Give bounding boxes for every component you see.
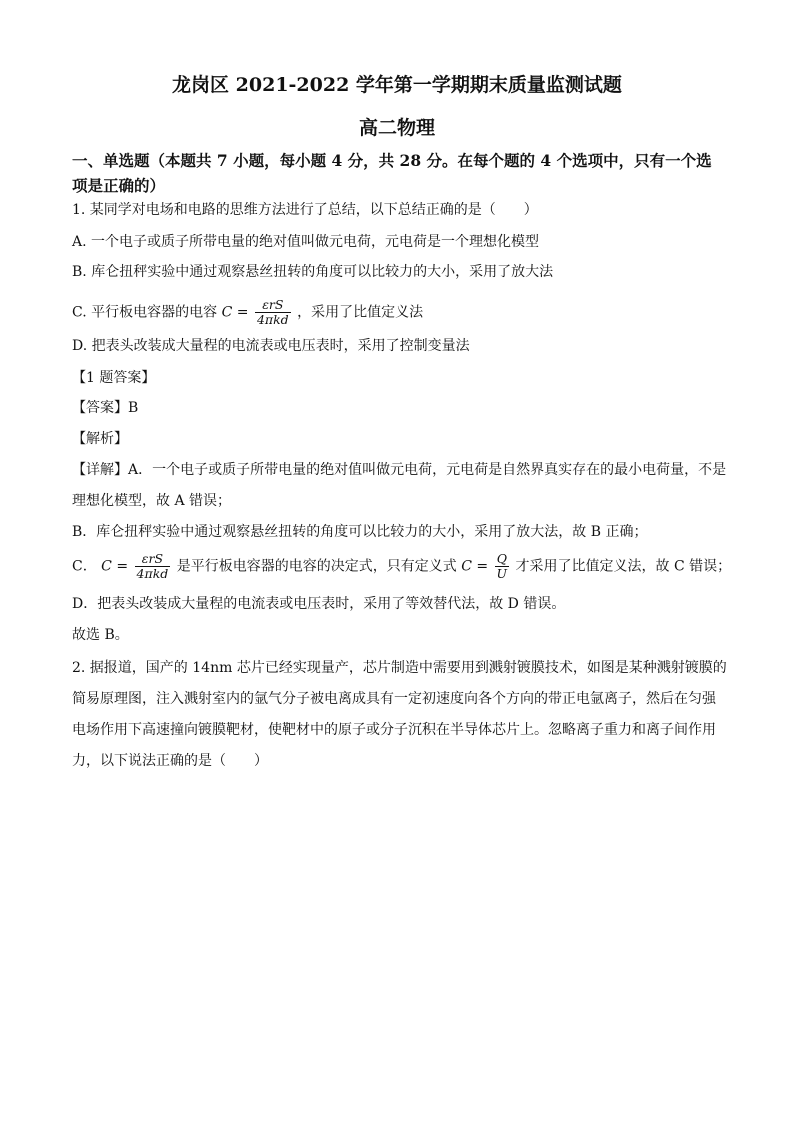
detail4-fraction (135, 552, 171, 581)
section-line-2: 项是正确的） (72, 176, 166, 195)
q1-answer-block-tag: 【1 题答案】 (72, 370, 156, 386)
detail4-fraction-2 (495, 552, 510, 581)
fraction-numerator: εrS (255, 298, 291, 313)
q1-option-c-prefix: C. 平行板电容器的电容 (72, 304, 218, 321)
fraction-numerator: Q (495, 552, 510, 567)
detail4-prefix: C． (72, 558, 97, 575)
fraction-denominator: 4πkd (136, 566, 169, 581)
detail4-middle: 是平行板电容器的电容的决定式，只有定义式 (176, 558, 457, 575)
subject-title: 高二物理 (358, 117, 435, 139)
section-line-1: 一、单选题（本题共 7 小题，每小题 4 分，共 28 分。在每个题的 4 个选项中，只有一个选 (72, 151, 712, 170)
q1-option-c-eq: C = (221, 304, 249, 321)
detail4-eq2: C = (461, 558, 489, 575)
section-heading (72, 148, 732, 198)
fraction-numerator: εrS (135, 552, 171, 567)
q1-option-c-suffix: ，采用了比值定义法 (297, 304, 424, 321)
q1-option-c (72, 298, 423, 327)
fraction-denominator: U (496, 566, 508, 581)
q1-option-d: D. 把表头改装成大量程的电流表或电压表时，采用了控制变量法 (72, 338, 470, 354)
q2-line-1: 2. 据报道，国产的 14nm 芯片已经实现量产，芯片制造中需要用到溅射镀膜技术，如图是某种溅射镀膜的 (72, 660, 727, 676)
q1-stem: 1. 某同学对电场和电路的思维方法进行了总结，以下总结正确的是（ ） (72, 202, 538, 218)
q1-option-b: B. 库仑扭秤实验中通过观察悬丝扭转的角度可以比较力的大小，采用了放大法 (72, 264, 554, 280)
q2-line-4: 力，以下说法正确的是（ ） (72, 753, 268, 769)
q1-detail-line-4 (72, 552, 731, 581)
q1-analysis-tag: 【解析】 (72, 431, 128, 447)
q1-detail-line-2: 理想化模型，故 A 错误； (72, 493, 232, 509)
q1-detail-line-5: D．把表头改装成大量程的电流表或电压表时，采用了等效替代法，故 D 错误。 (72, 596, 566, 612)
q1-option-c-fraction (255, 298, 291, 327)
q2-line-2: 简易原理图，注入溅射室内的氩气分子被电离成具有一定初速度向各个方向的带正电氩离子，然后在匀强 (72, 691, 716, 707)
q1-option-a: A. 一个电子或质子所带电量的绝对值叫做元电荷，元电荷是一个理想化模型 (72, 234, 540, 250)
detail4-suffix: 才采用了比值定义法，故 C 错误； (515, 558, 732, 575)
q1-detail-line-1: 【详解】A．一个电子或质子所带电量的绝对值叫做元电荷，元电荷是自然界真实存在的最小电荷量，不是 (72, 462, 727, 478)
detail4-eq: C = (101, 558, 129, 575)
q1-answer: 【答案】B (72, 400, 139, 416)
fraction-denominator: 4πkd (256, 312, 289, 327)
q2-line-3: 电场作用下高速撞向镀膜靶材，使靶材中的原子或分子沉积在半导体芯片上。忽略离子重力和离子间作用 (72, 722, 716, 738)
q1-conclusion: 故选 B。 (72, 627, 129, 643)
exam-title: 龙岗区 2021-2022 学年第一学期期末质量监测试题 (172, 74, 622, 96)
q1-detail-line-3: B．库仑扭秤实验中通过观察悬丝扭转的角度可以比较力的大小，采用了放大法，故 B 正确； (72, 524, 648, 540)
